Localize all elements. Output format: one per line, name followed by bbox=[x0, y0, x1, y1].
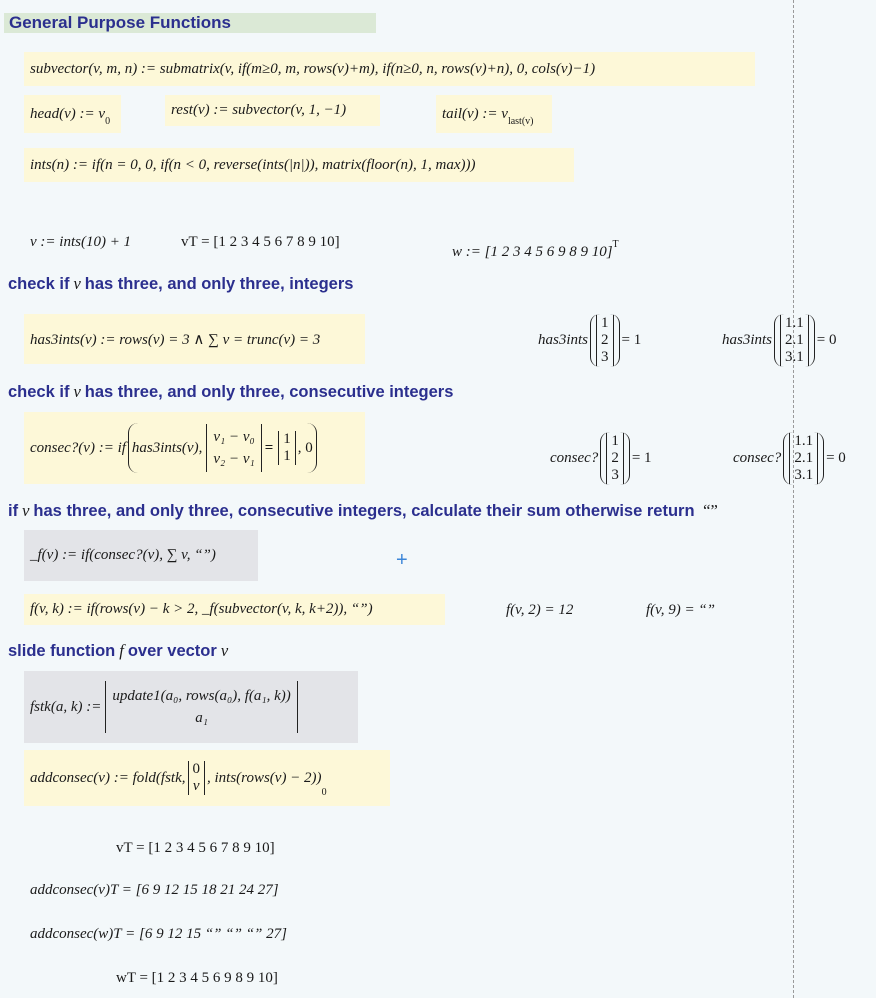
tail-subscript: last(v) bbox=[507, 115, 534, 127]
has3ints-call-1: has3ints bbox=[538, 331, 589, 348]
consec-tail: , 0 bbox=[297, 439, 313, 456]
result-addconsec-w-text: addconsec(w)T = [6 9 12 15 “” “” “” 27] bbox=[30, 925, 287, 942]
result-vT-text: vT = [1 2 3 4 5 6 7 8 9 10] bbox=[116, 839, 275, 856]
consec-call-2: consec? bbox=[733, 449, 782, 466]
has3ints-expression: has3ints(v) := rows(v) = 3 ∧ ∑ v = trunc(v) = 3 bbox=[30, 331, 321, 348]
result-wT-text: wT = [1 2 3 4 5 6 9 8 9 10] bbox=[116, 969, 278, 986]
vector-1.1-2.1-3.1 bbox=[789, 433, 818, 484]
consec-example-1[interactable] bbox=[544, 428, 674, 488]
vector-1-2-3 bbox=[596, 315, 614, 366]
heading-check-three-integers bbox=[8, 274, 353, 294]
addconsec-zero-v-vector bbox=[188, 761, 206, 795]
has3ints-example-1[interactable] bbox=[532, 310, 672, 370]
vec-cell: 1 bbox=[611, 432, 619, 449]
rest-definition[interactable] bbox=[165, 95, 380, 126]
vec-cell: 1.1 bbox=[785, 314, 804, 331]
vec-cell: 2.1 bbox=[785, 331, 804, 348]
rest-expression: rest(v) := subvector(v, 1, −1) bbox=[171, 102, 347, 118]
vector-1-2-3 bbox=[606, 433, 624, 484]
vec-cell: 2 bbox=[601, 331, 609, 348]
heading3-pre: if bbox=[8, 502, 19, 520]
result-addconsec-w[interactable] bbox=[24, 921, 364, 947]
vec-cell: 3.1 bbox=[785, 348, 804, 365]
f-result-1: f(v, 2) = 12 bbox=[506, 601, 574, 618]
addconsec-definition[interactable] bbox=[24, 750, 390, 806]
heading-slide-function bbox=[8, 641, 232, 661]
has3ints-result-1: = 1 bbox=[621, 331, 642, 348]
head-subscript: 0 bbox=[105, 115, 111, 127]
paren-group bbox=[600, 432, 630, 485]
fstk-matrix bbox=[105, 681, 297, 733]
matrix-cell: v₂ − v₁ bbox=[213, 451, 255, 467]
heading3-tail: “” bbox=[703, 501, 718, 520]
matrix-cell: update1(a₀, rows(a₀), f(a₁, k)) bbox=[112, 688, 291, 704]
vec-cell: v bbox=[192, 778, 200, 794]
vec-cell: 1.1 bbox=[794, 432, 814, 449]
vec-cell: 2 bbox=[611, 449, 619, 466]
result-vT[interactable] bbox=[110, 835, 350, 861]
heading2-pre: check if bbox=[8, 383, 70, 401]
heading4-pre: slide function bbox=[8, 642, 116, 660]
heading4-var: f bbox=[119, 641, 124, 660]
consec-definition[interactable] bbox=[24, 412, 365, 484]
paren-group bbox=[783, 432, 824, 485]
consec-arg: has3ints(v), bbox=[131, 439, 203, 456]
f-example-2[interactable] bbox=[640, 597, 740, 623]
matrix-cell: v₁ − v₀ bbox=[213, 429, 255, 445]
addconsec-subscript: 0 bbox=[321, 786, 327, 798]
fstk-lhs: fstk(a, k) := bbox=[30, 698, 102, 715]
result-addconsec-v-text: addconsec(v)T = [6 9 12 15 18 21 24 27] bbox=[30, 881, 279, 898]
fstk-definition[interactable] bbox=[24, 671, 358, 743]
heading3-var: v bbox=[22, 501, 30, 520]
heading1-pre: check if bbox=[8, 275, 70, 293]
consec-example-2[interactable] bbox=[727, 428, 867, 488]
heading-calculate-sum bbox=[8, 501, 718, 521]
heading2-var: v bbox=[73, 382, 81, 401]
head-definition[interactable] bbox=[24, 95, 121, 133]
vec-cell: 1 bbox=[283, 448, 291, 464]
heading4-var2: v bbox=[220, 641, 229, 660]
paren-group bbox=[774, 314, 815, 367]
insert-plus-cursor[interactable]: + bbox=[396, 549, 408, 571]
heading-check-consecutive bbox=[8, 382, 453, 402]
f-example-1[interactable] bbox=[500, 597, 600, 623]
vT-result[interactable] bbox=[175, 230, 410, 254]
paren-group bbox=[590, 314, 620, 367]
tail-expression: tail(v) := v bbox=[442, 105, 508, 122]
consec-ones-vector bbox=[278, 431, 296, 465]
has3ints-call-2: has3ints bbox=[722, 331, 773, 348]
result-addconsec-v[interactable] bbox=[24, 877, 364, 903]
_f-expression: _f(v) := if(consec?(v), ∑ v, “”) bbox=[30, 547, 216, 563]
w-expression: w := [1 2 3 4 5 6 9 8 9 10] bbox=[452, 243, 613, 260]
w-definition[interactable] bbox=[446, 238, 686, 266]
result-wT[interactable] bbox=[110, 965, 350, 991]
consec-diff-matrix bbox=[206, 424, 261, 472]
vec-cell: 1 bbox=[283, 431, 291, 447]
v-definition[interactable] bbox=[24, 230, 154, 254]
matrix-cell: a₁ bbox=[195, 710, 208, 726]
has3ints-definition[interactable] bbox=[24, 314, 365, 364]
addconsec-expression-a: addconsec(v) := fold(fstk, bbox=[30, 769, 186, 786]
consec-paren bbox=[128, 423, 317, 473]
vec-cell: 1 bbox=[601, 314, 609, 331]
ints-expression: ints(n) := if(n = 0, 0, if(n < 0, reverse(ints(|n|)), matrix(floor(n), 1, max))) bbox=[30, 156, 476, 173]
has3ints-result-2: = 0 bbox=[816, 331, 837, 348]
vec-cell: 2.1 bbox=[794, 449, 814, 466]
page-title: General Purpose Functions bbox=[9, 13, 231, 32]
f-vk-expression: f(v, k) := if(rows(v) − k > 2, _f(subvector(v, k, k+2)), “”) bbox=[30, 601, 373, 617]
consec-result-1: = 1 bbox=[631, 449, 652, 466]
subvector-expression: subvector(v, m, n) := submatrix(v, if(m≥0, m, rows(v)+m), if(n≥0, n, rows(v)+n), 0, cols(v)−1) bbox=[30, 60, 596, 77]
has3ints-example-2[interactable] bbox=[716, 310, 866, 370]
f-vk-definition[interactable] bbox=[24, 594, 445, 625]
heading3-post: has three, and only three, consecutive integers, calculate their sum otherwise return bbox=[33, 502, 695, 520]
consec-result-2: = 0 bbox=[826, 449, 846, 466]
f-result-2: f(v, 9) = “” bbox=[646, 601, 716, 618]
heading4-mid: over vector bbox=[127, 642, 217, 660]
consec-call-1: consec? bbox=[550, 449, 599, 466]
vT-expression: vT = [1 2 3 4 5 6 7 8 9 10] bbox=[181, 233, 340, 250]
_f-definition[interactable] bbox=[24, 530, 258, 581]
vec-cell: 3.1 bbox=[794, 466, 814, 483]
consec-eq: = bbox=[264, 439, 274, 456]
vector-1.1-2.1-3.1 bbox=[780, 315, 809, 366]
v-expression: v := ints(10) + 1 bbox=[30, 233, 132, 250]
heading1-var: v bbox=[73, 274, 81, 293]
heading1-post: has three, and only three, integers bbox=[84, 275, 354, 293]
vec-cell: 3 bbox=[611, 466, 619, 483]
w-transpose-sup: T bbox=[612, 238, 619, 250]
subvector-definition[interactable] bbox=[24, 52, 755, 86]
tail-definition[interactable] bbox=[436, 95, 552, 133]
addconsec-expression-b: , ints(rows(v) − 2)) bbox=[207, 769, 322, 786]
head-expression: head(v) := v bbox=[30, 105, 106, 122]
ints-definition[interactable] bbox=[24, 148, 574, 182]
consec-lhs: consec?(v) := if bbox=[30, 439, 126, 456]
vec-cell: 0 bbox=[192, 761, 200, 777]
vec-cell: 3 bbox=[601, 348, 609, 365]
page-boundary-line bbox=[793, 0, 794, 998]
heading2-post: has three, and only three, consecutive integers bbox=[84, 383, 454, 401]
